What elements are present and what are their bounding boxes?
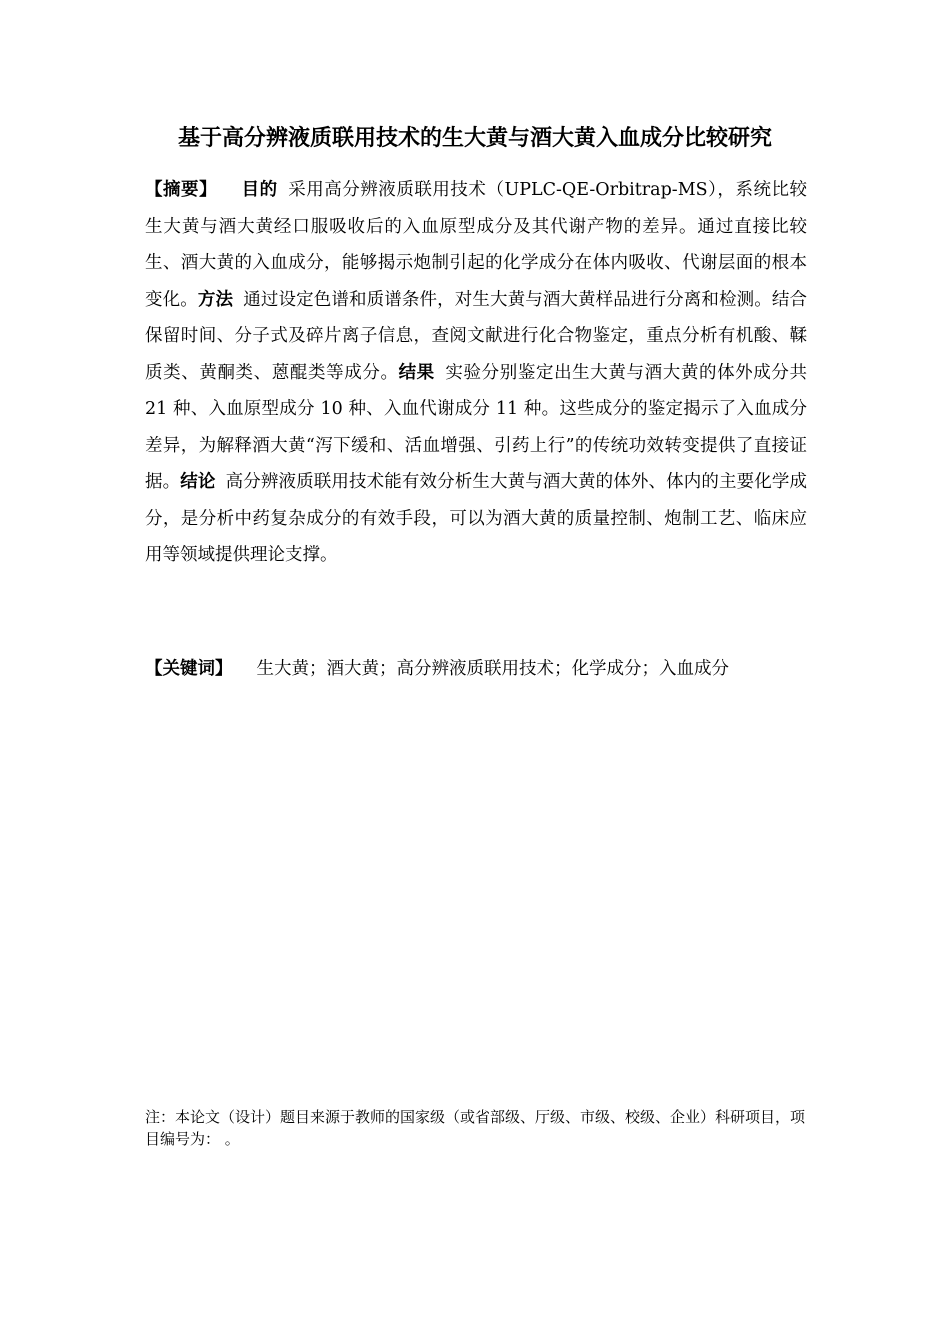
keywords-line — [145, 654, 825, 684]
results-label: 结果 — [398, 362, 435, 383]
methods-text: 通过设定色谱和质谱条件，对生大黄与酒大黄样品进行分离和检测。结合保留时间、分子式及碎片离子信息，查阅文献进行化合物鉴定，重点分析有机酸、鞣质类、黄酮类、蒽醌类等成分。 — [145, 289, 808, 383]
keywords-label: 【关键词】 — [145, 659, 233, 679]
objective-text: 采用高分辨液质联用技术（UPLC-QE-Orbitrap-MS），系统比较生大黄与酒大黄经口服吸收后的入血原型成分及其代谢产物的差异。通过直接比较生、酒大黄的入血成分，能够揭示炮制引起的化学成分在体内吸收、代谢层面的根本变化。 — [145, 180, 808, 310]
keywords-text: 生大黄；酒大黄；高分辨液质联用技术；化学成分；入血成分 — [256, 659, 729, 679]
conclusion-label: 结论 — [180, 472, 216, 492]
results-text: 实验分别鉴定出生大黄与酒大黄的体外成分共 21 种、入血原型成分 10 种、入血代谢成分 11 种。这些成分的鉴定揭示了入血成分差异，为解释酒大黄“泻下缓和、活血增强、引药上行”的传统功效转变提供了直接证据。 — [145, 362, 808, 492]
methods-label: 方法 — [197, 289, 234, 310]
footnote: 注：本论文（设计）题目来源于教师的国家级（或省部级、厅级、市级、校级、企业）科研项目，项目编号为： 。 — [145, 1108, 806, 1148]
conclusion-text: 高分辨液质联用技术能有效分析生大黄与酒大黄的体外、体内的主要化学成分，是分析中药复杂成分的有效手段，可以为酒大黄的质量控制、炮制工艺、临床应用等领域提供理论支撑。 — [145, 472, 808, 565]
paper-title: 基于高分辨液质联用技术的生大黄与酒大黄入血成分比较研究 — [177, 126, 772, 151]
abstract-label: 【摘要】 — [145, 180, 218, 200]
objective-label: 目的 — [241, 180, 278, 200]
abstract-paragraph — [145, 172, 807, 574]
